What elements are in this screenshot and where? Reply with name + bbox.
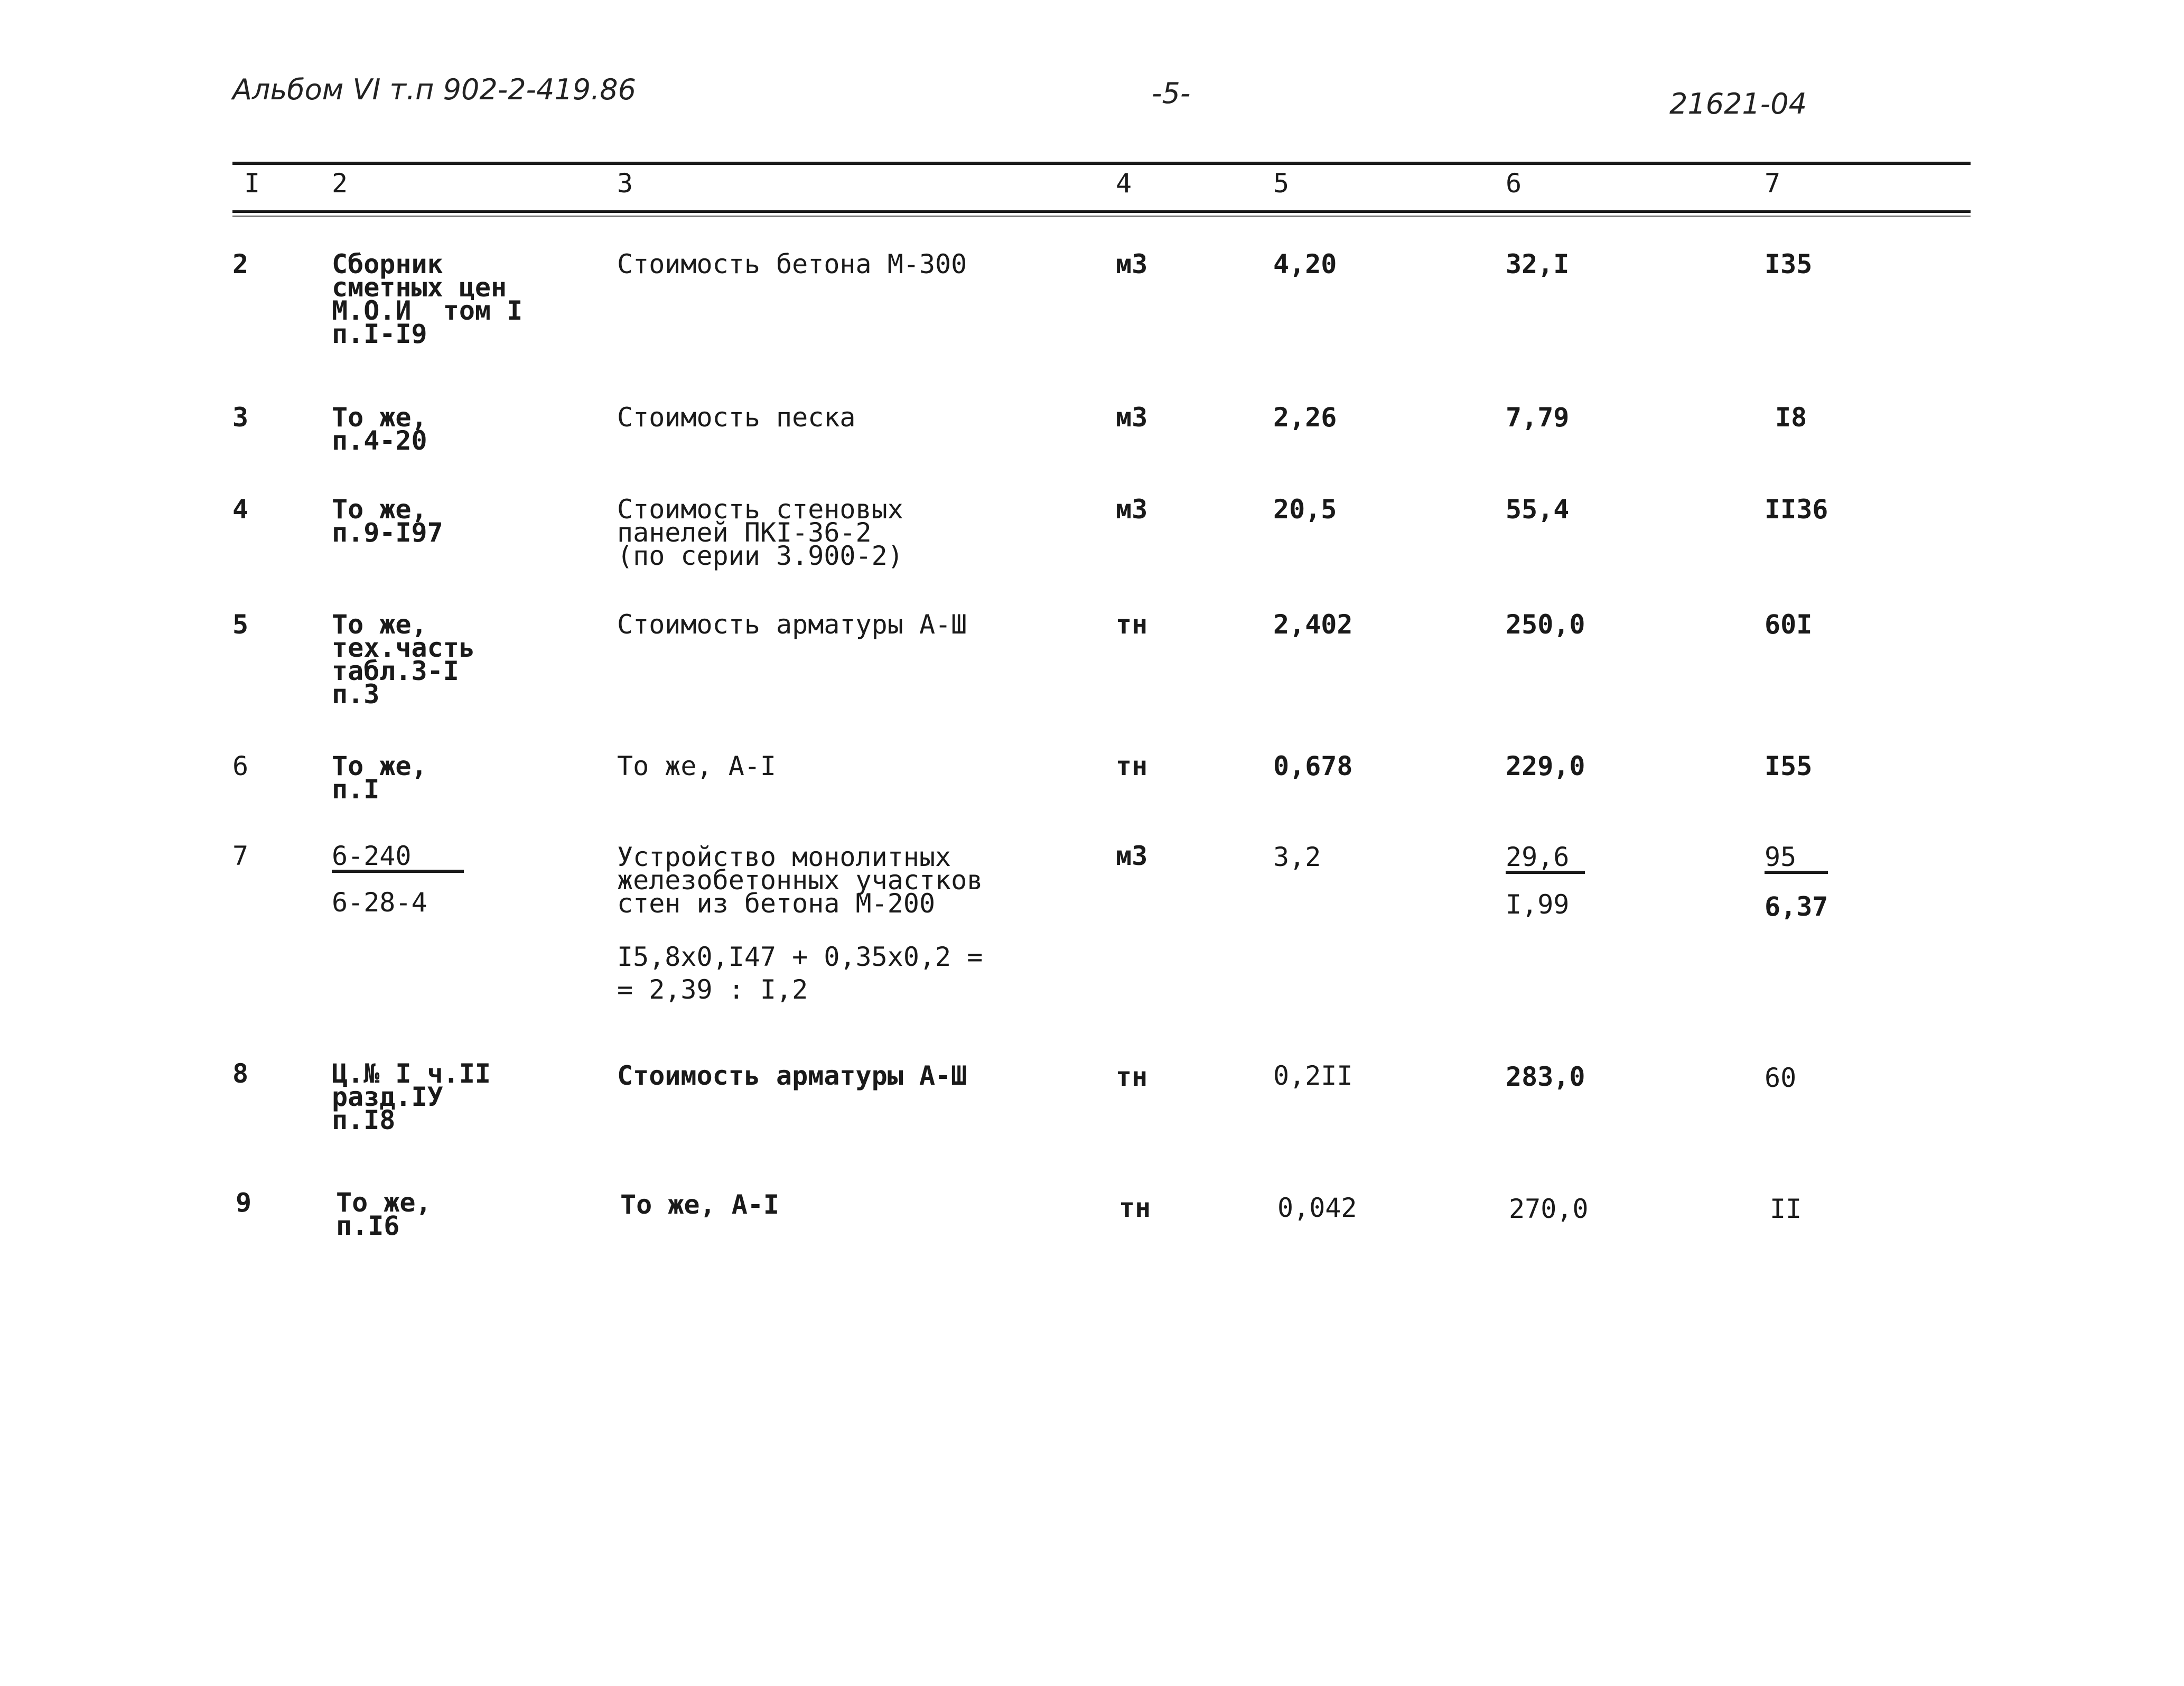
quantity: 2,26: [1273, 402, 1337, 433]
unit-price-bottom: I,99: [1506, 889, 1570, 920]
unit: тн: [1116, 609, 1148, 640]
unit-price: 270,0: [1509, 1194, 1589, 1224]
item-description: Стоимость арматуры А-Ш: [617, 609, 967, 640]
column-header: 4: [1116, 168, 1132, 199]
item-description: Стоимость бетона М-300: [617, 249, 967, 280]
item-description: Стоимость арматуры А-Ш: [617, 1060, 967, 1091]
unit: тн: [1116, 1061, 1148, 1092]
unit-price: 32,I: [1506, 249, 1570, 280]
row-number: 3: [232, 402, 249, 433]
row-number: 4: [232, 494, 249, 525]
unit: м3: [1116, 841, 1148, 871]
total-cost: II36: [1765, 494, 1828, 525]
total-cost: 60I: [1765, 609, 1813, 640]
source-reference-bottom: 6-28-4: [332, 887, 427, 918]
unit: тн: [1119, 1193, 1151, 1223]
source-reference: То же, п.I6: [336, 1187, 432, 1241]
document-code: 21621-04: [1669, 87, 1807, 120]
item-description: Устройство монолитных железобетонных участков стен из бетона М-200: [617, 842, 983, 919]
quantity: 2,402: [1273, 609, 1353, 640]
total-cost: I8: [1775, 402, 1807, 433]
item-description: То же, А-I: [620, 1189, 780, 1220]
column-header: 2: [332, 168, 348, 199]
quantity: 4,20: [1273, 249, 1337, 280]
column-header: 3: [617, 168, 633, 199]
item-description: То же, А-I: [617, 751, 777, 781]
row-number: 6: [232, 751, 249, 781]
column-header: 5: [1273, 168, 1290, 199]
page-number: -5-: [1152, 77, 1191, 110]
source-reference: Ц.№ I ч.II разд.IУ п.I8: [332, 1058, 491, 1135]
total-cost: 60: [1765, 1063, 1797, 1093]
quantity: 20,5: [1273, 494, 1337, 525]
source-reference: То же, п.9-I97: [332, 494, 443, 548]
unit: м3: [1116, 494, 1148, 525]
row-number: 2: [232, 249, 249, 280]
unit-price-top: 29,6: [1506, 845, 1585, 874]
row-number: 5: [232, 609, 249, 640]
unit-price: 7,79: [1506, 402, 1570, 433]
unit-price: 250,0: [1506, 609, 1585, 640]
column-header: 7: [1765, 168, 1781, 199]
source-reference: То же, п.I: [332, 751, 427, 805]
quantity: 0,678: [1273, 751, 1353, 781]
unit: тн: [1116, 751, 1148, 781]
unit-price: 229,0: [1506, 751, 1585, 781]
total-cost: I35: [1765, 249, 1813, 280]
row-number: 8: [232, 1058, 249, 1089]
row-number: 7: [232, 841, 249, 871]
total-cost: II: [1770, 1194, 1802, 1224]
header-bottom-rule: [232, 210, 1971, 213]
quantity: 3,2: [1273, 842, 1321, 872]
row-number: 9: [236, 1187, 252, 1218]
total-cost: I55: [1765, 751, 1813, 781]
table-top-rule: [232, 162, 1971, 165]
source-reference: То же, тех.часть табл.3-I п.3: [332, 609, 475, 710]
unit-price: 283,0: [1506, 1061, 1585, 1092]
unit-price: 55,4: [1506, 494, 1570, 525]
item-description: Стоимость песка: [617, 402, 856, 433]
total-cost-bottom: 6,37: [1765, 891, 1828, 922]
album-label: Альбом VI т.п 902-2-419.86: [232, 73, 636, 106]
column-header: I: [244, 168, 260, 199]
source-reference: То же, п.4-20: [332, 402, 427, 456]
item-description: Стоимость стеновых панелей ПКI-36-2 (по серии 3.900-2): [617, 494, 903, 571]
unit: м3: [1116, 402, 1148, 433]
quantity: 0,2II: [1273, 1060, 1353, 1091]
source-reference-top: 6-240: [332, 844, 464, 873]
total-cost-top: 95: [1765, 845, 1828, 874]
unit: м3: [1116, 249, 1148, 280]
column-header: 6: [1506, 168, 1522, 199]
quantity: 0,042: [1277, 1193, 1357, 1223]
calculation-formula: I5,8x0,I47 + 0,35x0,2 = = 2,39 : I,2: [617, 942, 983, 1005]
source-reference: Сборник сметных цен М.О.И том I п.I-I9: [332, 249, 523, 349]
header-bottom-rule-thin: [232, 216, 1971, 217]
